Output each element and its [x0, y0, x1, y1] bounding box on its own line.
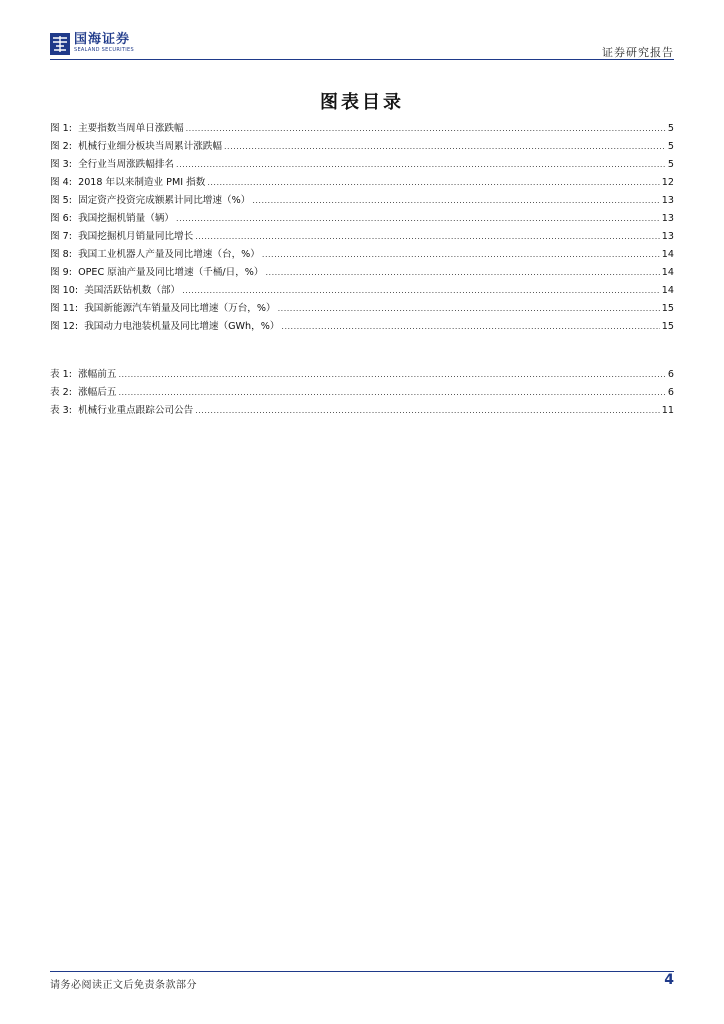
toc-entry-title: 我国动力电池装机量及同比增速（GWh，%） [84, 321, 280, 332]
toc-entry-title: 涨幅后五 [78, 387, 117, 398]
toc-entry-page: 14 [661, 267, 674, 278]
sealand-logo-icon [50, 33, 70, 55]
toc-entry-label: 图 10: [50, 285, 79, 296]
toc-entry-page: 15 [661, 321, 674, 332]
table-entry[interactable] [50, 384, 674, 402]
toc-entry-title: 机械行业重点跟踪公司公告 [78, 405, 194, 416]
footer-divider [50, 971, 674, 972]
figure-entry[interactable] [50, 228, 674, 246]
figure-entry[interactable] [50, 282, 674, 300]
toc-entry-label: 图 4: [50, 177, 72, 188]
toc-entry-label: 图 8: [50, 249, 72, 260]
toc-entry-title: 我国挖掘机月销量同比增长 [78, 231, 194, 242]
toc-entry-page: 13 [661, 213, 674, 224]
toc-entry-page: 13 [661, 195, 674, 206]
toc-entry-page: 14 [661, 249, 674, 260]
report-type-label: 证券研究报告 [602, 46, 674, 59]
page-number: 4 [664, 972, 674, 988]
page-title: 图表目录 [320, 92, 404, 113]
figure-entry[interactable] [50, 192, 674, 210]
table-entry[interactable] [50, 366, 674, 384]
toc-entry-label: 图 7: [50, 231, 72, 242]
header-divider [50, 59, 674, 60]
dot-leader [176, 156, 666, 174]
logo-english-name: SEALAND SECURITIES [74, 47, 134, 53]
figure-entry[interactable] [50, 120, 674, 138]
toc-entry-title: 固定资产投资完成额累计同比增速（%） [78, 195, 251, 206]
toc-entry-page: 12 [661, 177, 674, 188]
toc-entry-title: 我国挖掘机销量（辆） [78, 213, 175, 224]
dot-leader [224, 138, 666, 156]
toc-entry-label: 图 6: [50, 213, 72, 224]
page-header [50, 30, 674, 60]
toc-entry-page: 13 [661, 231, 674, 242]
toc-entry-label: 表 2: [50, 387, 72, 398]
toc-entry-label: 图 11: [50, 303, 79, 314]
toc-entry-page: 15 [661, 303, 674, 314]
toc-entry-label: 图 3: [50, 159, 72, 170]
toc-entry-page: 5 [667, 123, 674, 134]
dot-leader [262, 246, 660, 264]
toc-entry-page: 5 [667, 141, 674, 152]
toc-entry-page: 6 [667, 387, 674, 398]
dot-leader [118, 384, 665, 402]
table-entry[interactable] [50, 402, 674, 420]
dot-leader [266, 264, 660, 282]
logo-chinese-name: 国海证券 [74, 32, 131, 47]
toc-entry-label: 图 1: [50, 123, 72, 134]
figure-entry[interactable] [50, 174, 674, 192]
table-list [50, 366, 674, 420]
dot-leader [207, 174, 659, 192]
toc-entry-label: 表 3: [50, 405, 72, 416]
dot-leader [195, 402, 660, 420]
figure-list [50, 120, 674, 336]
toc-entry-title: 涨幅前五 [78, 369, 117, 380]
toc-entry-page: 14 [661, 285, 674, 296]
toc-entry-label: 图 9: [50, 267, 72, 278]
toc-entry-label: 图 5: [50, 195, 72, 206]
toc-entry-label: 图 12: [50, 321, 79, 332]
company-logo [50, 32, 134, 58]
figure-entry[interactable] [50, 246, 674, 264]
dot-leader [186, 120, 666, 138]
toc-entry-page: 5 [667, 159, 674, 170]
figure-entry[interactable] [50, 156, 674, 174]
figure-entry[interactable] [50, 318, 674, 336]
toc-entry-title: 全行业当周涨跌幅排名 [78, 159, 175, 170]
toc-entry-title: 我国工业机器人产量及同比增速（台，%） [78, 249, 260, 260]
toc-entry-page: 11 [661, 405, 674, 416]
dot-leader [118, 366, 665, 384]
figure-entry[interactable] [50, 138, 674, 156]
figure-entry[interactable] [50, 210, 674, 228]
disclaimer-note: 请务必阅读正文后免责条款部分 [50, 980, 197, 991]
toc-entry-title: 机械行业细分板块当周累计涨跌幅 [78, 141, 222, 152]
dot-leader [281, 318, 659, 336]
dot-leader [252, 192, 659, 210]
dot-leader [195, 228, 660, 246]
dot-leader [278, 300, 660, 318]
figure-entry[interactable] [50, 300, 674, 318]
toc-entry-label: 图 2: [50, 141, 72, 152]
dot-leader [176, 210, 660, 228]
figure-entry[interactable] [50, 264, 674, 282]
toc-entry-title: 主要指数当周单日涨跌幅 [78, 123, 184, 134]
toc-entry-title: 我国新能源汽车销量及同比增速（万台，%） [84, 303, 276, 314]
toc-entry-label: 表 1: [50, 369, 72, 380]
toc-entry-title: OPEC 原油产量及同比增速（千桶/日，%） [78, 267, 264, 278]
toc-entry-page: 6 [667, 369, 674, 380]
dot-leader [182, 282, 660, 300]
toc-entry-title: 2018 年以来制造业 PMI 指数 [78, 177, 206, 188]
toc-entry-title: 美国活跃钻机数（部） [84, 285, 181, 296]
